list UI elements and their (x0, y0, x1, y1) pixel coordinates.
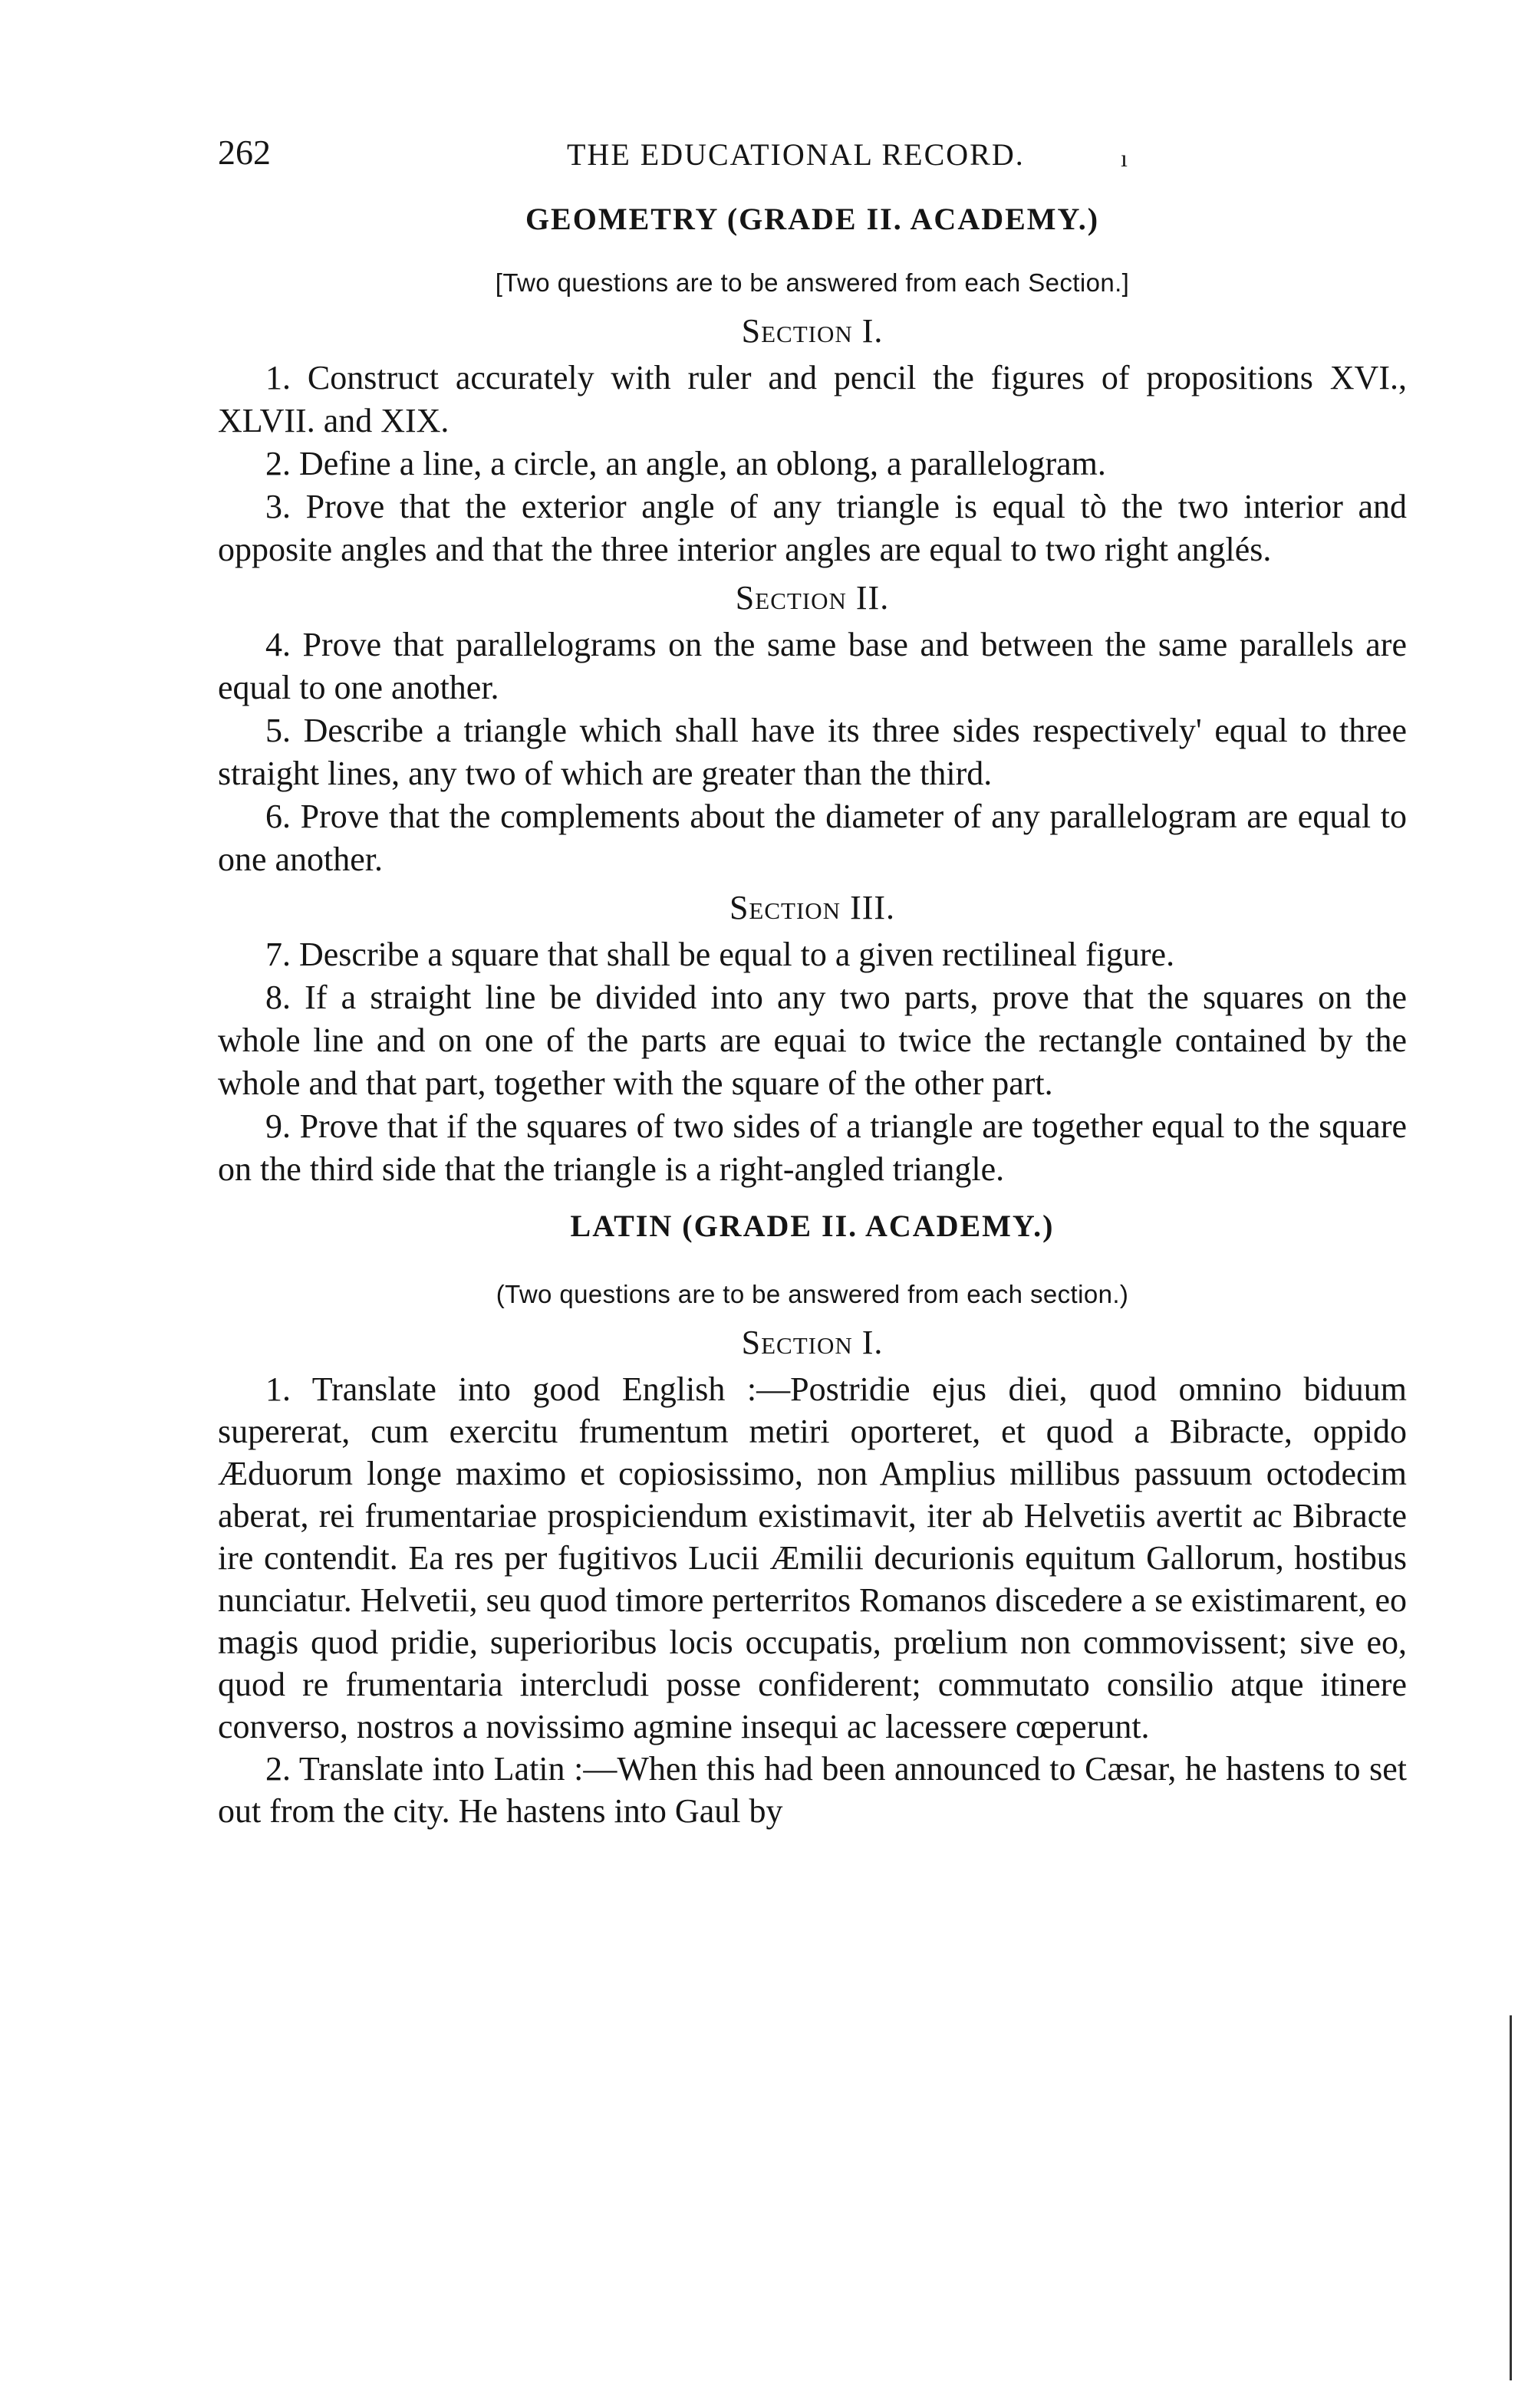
geometry-title: GEOMETRY (GRADE II. ACADEMY.) (525, 202, 1100, 236)
geometry-question-6: 6. Prove that the complements about the diameter of any parallelogram are equal to one another. (218, 797, 1407, 878)
scan-edge-line (1510, 2015, 1512, 2380)
latin-question-1: 1. Translate into good English :—Postridie ejus diei, quod omnino biduum supererat, cum exercitu frumentum metiri oporteret, et quod a Bibracte, oppido Æduorum longe maximo et copiosissimo, non Amplius millibus passuum octodecim aberat, rei frumentariae prospiciendum existimavit, iter ab Helvetiis avertit ac Bibracte ire contendit. Ea res per fugitivos Lucii Æmilii decurionis equitum Gallorum, hostibus nunciatur. Helvetii, seu quod timore perterritos Romanos discedere a se existimarent, eo magis quod pridie, superioribus locis occupatis, prœlium non commovissent; sive eo, quod re frumentaria intercludi posse confiderent; commutato consilio atque itinere converso, nostros a novissimo agmine insequi ac lacessere cœperunt. (218, 1370, 1407, 1745)
latin-title: LATIN (GRADE II. ACADEMY.) (570, 1208, 1055, 1243)
geometry-question-1: 1. Construct accurately with ruler and pencil the figures of propositions XVI., XLVII. and XIX. (218, 358, 1407, 439)
latin-section-heading: Section I. (741, 1323, 884, 1361)
latin-question-2: 2. Translate into Latin :—When this had been announced to Cæsar, he hastens to set out from the city. He hastens into Gaul by (218, 1749, 1407, 1830)
geometry-question-4: 4. Prove that parallelograms on the same base and between the same parallels are equal to one another. (218, 625, 1407, 706)
latin-instructions: (Two questions are to be answered from each section.) (496, 1279, 1129, 1308)
geometry-question-3: 3. Prove that the exterior angle of any triangle is equal tò the two interior and opposite angles and that the three interior angles are equal to two right anglés. (218, 487, 1407, 568)
section-heading-2: Section II. (735, 578, 890, 617)
geometry-question-7: 7. Describe a square that shall be equal to a given rectilineal figure. (265, 935, 1175, 973)
section-heading-1: Section I. (741, 311, 884, 350)
stray-mark: ı (1121, 144, 1128, 172)
geometry-question-5: 5. Describe a triangle which shall have its three sides respectively' equal to three straight lines, any two of which are greater than the third. (218, 711, 1407, 792)
running-head (218, 123, 1407, 184)
geometry-instructions: [Two questions are to be answered from each Section.] (495, 268, 1130, 297)
journal-title: THE EDUCATIONAL RECORD. (567, 137, 1025, 172)
latin-exam (218, 1205, 1407, 1832)
page-number: 262 (218, 133, 271, 172)
geometry-question-8: 8. If a straight line be divided into any two parts, prove that the squares on the whole line and on one of the parts are equai to twice the rectangle contained by the whole and that part, together with the square of the other part. (218, 978, 1407, 1102)
geometry-question-2: 2. Define a line, a circle, an angle, an oblong, a parallelogram. (265, 444, 1106, 482)
geometry-exam (218, 198, 1407, 1191)
section-heading-3: Section III. (729, 888, 896, 926)
geometry-question-9: 9. Prove that if the squares of two sides of a triangle are together equal to the square on the third side that the triangle is a right-angled triangle. (218, 1107, 1407, 1188)
book-page (218, 123, 1407, 1832)
